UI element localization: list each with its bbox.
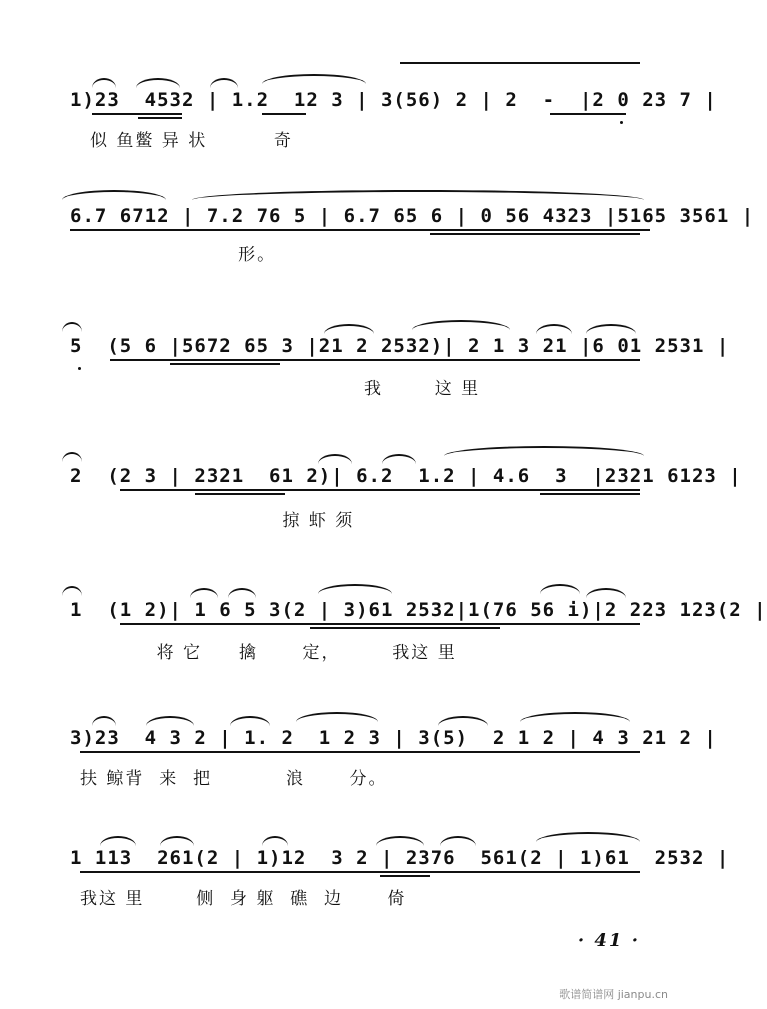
- slur: [228, 588, 256, 598]
- slur: [586, 324, 636, 334]
- system-4: [0, 464, 742, 584]
- notation-line: 5 (5 6 |5672 65 3 |21 2 2532)| 2 1 3 21 |6 01 2531 |: [70, 335, 730, 357]
- slur: [324, 324, 374, 334]
- underline: [550, 113, 626, 115]
- lyrics-line: 似 鱼鳖 异 状 奇: [90, 131, 293, 151]
- slur: [536, 324, 572, 334]
- system-2: [0, 204, 755, 324]
- system-5: [0, 598, 767, 718]
- notation-line: 1 113 261(2 | 1)12 3 2 | 2376 561(2 | 1)61 2532 |: [70, 847, 730, 869]
- slur: [540, 584, 580, 594]
- underline: [120, 623, 640, 625]
- underline: [92, 113, 182, 115]
- lyrics-line: 扶 鲸背 来 把 浪 分。: [80, 769, 388, 789]
- watermark: 歌谱简谱网 jianpu.cn: [559, 988, 668, 1001]
- underline: [380, 875, 430, 877]
- underline: [170, 363, 280, 365]
- underline: [80, 871, 640, 873]
- page-number: · 41 ·: [577, 930, 640, 951]
- underline: [138, 117, 182, 119]
- underline: [120, 489, 640, 491]
- underline: [80, 751, 640, 753]
- slur: [318, 584, 392, 594]
- slur: [190, 588, 218, 598]
- lower-octave-dot: [78, 367, 81, 370]
- lyrics-line: 掠 虾 须: [90, 511, 355, 531]
- underline: [262, 113, 306, 115]
- lyrics-line: 将 它 擒 定， 我这 里: [90, 643, 457, 663]
- notation-line: 1 (1 2)| 1 6 5 3(2 | 3)61 2532|1(76 56 i)|2 223 123(2 |: [70, 599, 767, 621]
- notation-line: 2 (2 3 | 2321 61 2)| 6.2 1.2 | 4.6 3 |2321 6123 |: [70, 465, 742, 487]
- lyrics-line: 我这 里 侧 身 躯 礁 边 倚: [80, 889, 407, 909]
- slur: [318, 454, 352, 464]
- underline: [310, 627, 500, 629]
- slur: [62, 586, 82, 596]
- slur: [586, 588, 626, 598]
- underline: [110, 359, 640, 361]
- top-rule: [400, 62, 640, 64]
- underline: [70, 229, 650, 231]
- lower-octave-dot: [620, 121, 623, 124]
- slur: [136, 78, 180, 88]
- notation-line: 6.7 6712 | 7.2 76 5 | 6.7 65 6 | 0 56 4323 |5165 3561 |: [70, 205, 755, 227]
- slur: [92, 78, 116, 88]
- system-3: [0, 334, 730, 454]
- slur: [210, 78, 238, 88]
- lyrics-line: 形。: [90, 245, 277, 265]
- underline: [195, 493, 285, 495]
- system-6: [0, 726, 717, 846]
- notation-line: 1)23 4532 | 1.2 12 3 | 3(56) 2 | 2 - |2 0 23 7 |: [70, 89, 717, 111]
- slur: [262, 74, 366, 84]
- underline: [540, 493, 640, 495]
- lyrics-line: 我 这 里: [90, 379, 481, 399]
- underline: [430, 233, 640, 235]
- notation-line: 3)23 4 3 2 | 1. 2 1 2 3 | 3(5) 2 1 2 | 4 3 21 2 |: [70, 727, 717, 749]
- slur: [382, 454, 416, 464]
